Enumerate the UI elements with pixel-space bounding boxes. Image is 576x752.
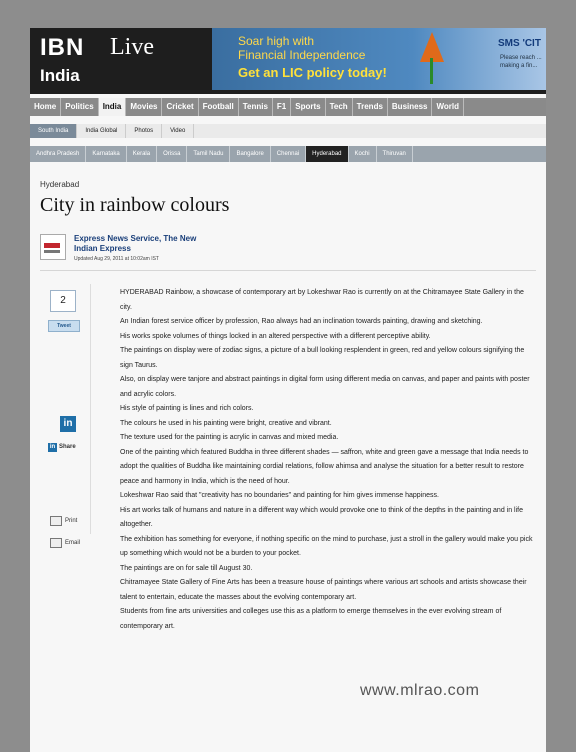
article-paragraph: HYDERABAD Rainbow, a showcase of contemporary art by Lokeshwar Rao is currently on at the Chitramayee State Gallery in the city.	[120, 289, 524, 311]
logo-ibn[interactable]: IBN	[40, 34, 85, 61]
linkedin-share-button[interactable]	[48, 442, 76, 452]
nav-item-cricket[interactable]: Cricket	[162, 98, 198, 116]
subnav-item-photos[interactable]: Photos	[126, 124, 162, 138]
state-item-orissa[interactable]: Orissa	[157, 146, 187, 162]
secondary-nav	[30, 124, 546, 138]
state-item-hyderabad[interactable]: Hyderabad	[306, 146, 348, 162]
site-header	[30, 28, 546, 94]
state-item-bangalore[interactable]: Bangalore	[230, 146, 270, 162]
article-paragraph: Lokeshwar Rao said that "creativity has no boundaries" and painting for him gives immense happiness.	[120, 492, 439, 499]
nav-item-business[interactable]: Business	[388, 98, 433, 116]
article-paragraph: The colours he used in his painting were bright, creative and vibrant.	[120, 419, 332, 427]
envelope-icon	[50, 538, 62, 548]
advertisement-banner[interactable]	[212, 28, 546, 90]
article-paragraph: The texture used for the painting is acrylic in canvas and mixed media.	[120, 434, 339, 441]
tweet-button[interactable]: Tweet	[48, 320, 80, 332]
share-label: Share	[59, 444, 76, 450]
email-label: Email	[65, 540, 81, 546]
ad-small-text: Please reach ... making a fin...	[500, 55, 542, 69]
author-line-1[interactable]: Express News Service, The New	[74, 234, 197, 243]
updated-timestamp: Updated Aug 29, 2011 at 10:02am IST	[74, 256, 159, 262]
nav-item-movies[interactable]: Movies	[126, 98, 162, 116]
article-paragraph: One of the painting which featured Buddha in three different shades — saffron, white and green gave a message that India needs to adopt the qualities of Buddha like maintaining cordial relations, follow ahimsa and analyse the situation for a better result to restore peace and harmony in India, which is the need of hour.	[120, 448, 529, 485]
nav-item-india[interactable]: India	[99, 98, 127, 116]
article-paragraph: Also, on display were tanjore and abstract paintings in digital form using different media on canvas, and paper and paints with poster and acrylic colors.	[120, 376, 530, 398]
publisher-logo	[40, 234, 66, 260]
nav-item-tech[interactable]: Tech	[326, 98, 353, 116]
nav-item-f1[interactable]: F1	[273, 98, 291, 116]
nav-item-home[interactable]: Home	[30, 98, 61, 116]
state-item-karnataka[interactable]: Karnataka	[86, 146, 126, 162]
share-count: 2	[50, 290, 76, 312]
print-label: Print	[65, 518, 78, 524]
nav-item-sports[interactable]: Sports	[291, 98, 325, 116]
email-button[interactable]	[50, 538, 80, 548]
linkedin-small-icon: in	[49, 443, 56, 450]
state-item-thiruvan[interactable]: Thiruvan	[377, 146, 413, 162]
page	[30, 28, 546, 752]
subnav-item-video[interactable]: Video	[162, 124, 194, 138]
article-paragraph: Students from fine arts universities and colleges use this as a platform to emerge themselves in the ever evolving stream of contemporary art.	[120, 608, 502, 630]
state-item-tamil-nadu[interactable]: Tamil Nadu	[187, 146, 230, 162]
state-item-kochi[interactable]: Kochi	[349, 146, 377, 162]
ad-line-1: Soar high with	[238, 34, 315, 48]
nav-item-world[interactable]: World	[432, 98, 464, 116]
state-nav	[30, 146, 546, 162]
subnav-item-india-global[interactable]: India Global	[77, 124, 126, 138]
kite-string-icon	[430, 58, 433, 84]
author-line-2[interactable]: Indian Express	[74, 244, 131, 253]
ad-line-3: Get an LIC policy today!	[238, 65, 387, 80]
nav-item-tennis[interactable]: Tennis	[239, 98, 273, 116]
linkedin-icon[interactable]: in	[60, 416, 76, 432]
primary-nav	[30, 98, 546, 116]
state-item-andhra-pradesh[interactable]: Andhra Pradesh	[30, 146, 86, 162]
state-item-chennai[interactable]: Chennai	[271, 146, 306, 162]
article-paragraph: His art works talk of humans and nature in a different way which would provoke one to think of the depths in the painting and in life altogether.	[120, 506, 523, 528]
share-sidebar	[38, 284, 91, 546]
printer-icon	[50, 516, 62, 526]
article-paragraph: The paintings on display were of zodiac signs, a picture of a bull looking resplendent in green, red and yellow colours signifying the sign Taurus.	[120, 347, 525, 369]
article-paragraph: The paintings are on for sale till August 30.	[120, 564, 253, 572]
article-title: City in rainbow colours	[40, 194, 230, 216]
author-byline[interactable]	[74, 234, 196, 254]
article-paragraph: Chitramayee State Gallery of Fine Arts has been a treasure house of paintings where various art schools and artists showcase their talent to entertain, educate the masses about the evolving contemporary art.	[120, 579, 527, 601]
nav-item-trends[interactable]: Trends	[353, 98, 388, 116]
print-button[interactable]	[50, 516, 77, 526]
breadcrumb[interactable]: Hyderabad	[40, 180, 80, 189]
article-paragraph: His style of painting is lines and rich colors.	[120, 405, 254, 412]
nav-item-football[interactable]: Football	[199, 98, 239, 116]
edition-label: India	[40, 66, 80, 85]
ad-line-2: Financial Independence	[238, 48, 366, 62]
ad-sms-text: SMS 'CIT	[498, 38, 541, 49]
nav-item-politics[interactable]: Politics	[61, 98, 98, 116]
divider	[40, 270, 536, 271]
article-paragraph: His works spoke volumes of things locked in an altered perspective with a different perceptive ability.	[120, 332, 431, 340]
article-paragraph: An Indian forest service officer by profession, Rao always had an inclination towards painting, drawing and sketching.	[120, 318, 483, 325]
subnav-item-south-india[interactable]: South India	[30, 124, 77, 138]
article-body	[120, 286, 534, 634]
watermark: www.mlrao.com	[360, 682, 480, 699]
state-item-kerala[interactable]: Kerala	[127, 146, 157, 162]
logo-live[interactable]: Live	[110, 34, 154, 60]
article-paragraph: The exhibition has something for everyone, if nothing specific on the mind to purchase, just a stroll in the gallery would make you pick up something which would not be a burden to your pocket.	[120, 535, 533, 557]
